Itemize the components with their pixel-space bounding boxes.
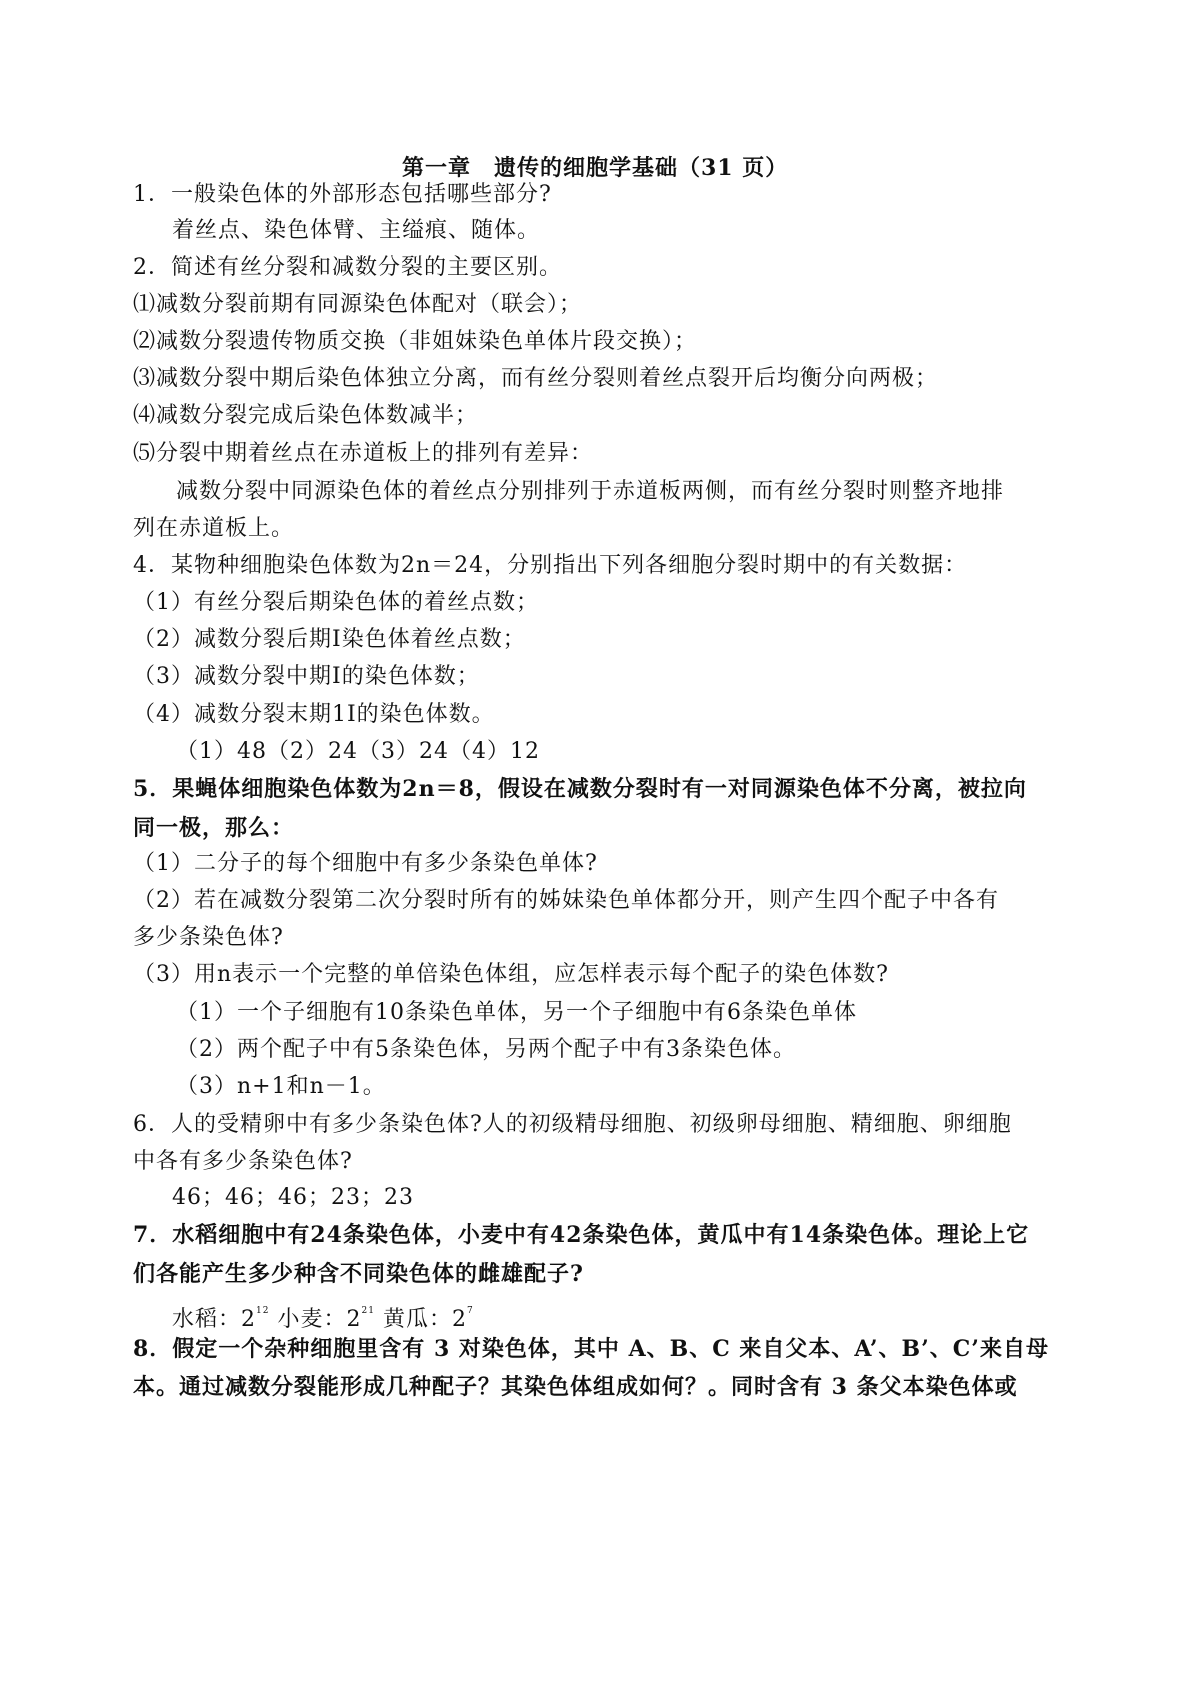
question-1: 1．一般染色体的外部形态包括哪些部分? (133, 182, 552, 207)
page-title: 第一章 遗传的细胞学基础（31 页） (402, 155, 789, 181)
answer-5: （2）两个配子中有5条染色体，另两个配子中有3条染色体。 (176, 1037, 796, 1062)
question-5-cont: 同一极，那么： (133, 815, 295, 841)
question-2: 2．简述有丝分裂和减数分裂的主要区别。 (133, 255, 562, 280)
answer-4: （1）48（2）24（3）24（4）12 (176, 739, 540, 764)
wheat-exponent: 21 (361, 1306, 375, 1316)
question-4: 4．某物种细胞染色体数为2n＝24，分别指出下列各细胞分裂时期中的有关数据： (133, 553, 968, 578)
question-4-sub: （2）减数分裂后期I染色体着丝点数； (133, 627, 526, 652)
question-4-sub: （4）减数分裂末期1I的染色体数。 (133, 702, 495, 727)
rice-base: 2 (241, 1307, 257, 1332)
question-6-cont: 中各有多少条染色体? (133, 1149, 353, 1174)
question-5: 5．果蝇体细胞染色体数为2n＝8，假设在减数分裂时有一对同源染色体不分离，被拉向 (133, 776, 1027, 802)
answer-2-detail: 减数分裂中同源染色体的着丝点分别排列于赤道板两侧，而有丝分裂时则整齐地排 (176, 479, 1005, 504)
question-7-cont: 们各能产生多少种含不同染色体的雌雄配子? (133, 1261, 584, 1287)
answer-5: （3）n+1和n－1。 (176, 1074, 386, 1099)
question-8-cont: 本。通过减数分裂能形成几种配子？其染色体组成如何？。同时含有 3 条父本染色体或 (133, 1374, 1018, 1400)
question-5-sub: （1）二分子的每个细胞中有多少条染色单体? (133, 851, 598, 876)
rice-exponent: 12 (256, 1306, 270, 1316)
cucumber-exponent: 7 (466, 1306, 474, 1316)
question-5-sub: （3）用n表示一个完整的单倍染色体组，应怎样表示每个配子的染色体数? (133, 962, 889, 987)
answer-5: （1）一个子细胞有10条染色单体，另一个子细胞中有6条染色单体 (176, 1000, 857, 1025)
answer-6: 46；46；46；23；23 (172, 1185, 414, 1210)
answer-2-detail-cont: 列在赤道板上。 (133, 516, 295, 541)
answer-2-item: ⑸分裂中期着丝点在赤道板上的排列有差异： (133, 441, 594, 466)
answer-7 (172, 1296, 474, 1335)
question-6: 6．人的受精卵中有多少条染色体?人的初级精母细胞、初级卵母细胞、精细胞、卵细胞 (133, 1112, 1012, 1137)
answer-2-item: ⑴减数分裂前期有同源染色体配对（联会）； (133, 292, 583, 317)
question-5-sub-cont: 多少条染色体? (133, 925, 284, 950)
wheat-label: 小麦： (277, 1307, 347, 1332)
cucumber-base: 2 (451, 1307, 467, 1332)
question-4-sub: （3）减数分裂中期I的染色体数； (133, 664, 480, 689)
question-7: 7．水稻细胞中有24条染色体，小麦中有42条染色体，黄瓜中有14条染色体。理论上它 (133, 1222, 1030, 1248)
answer-2-item: ⑶减数分裂中期后染色体独立分离，而有丝分裂则着丝点裂开后均衡分向两极； (133, 366, 939, 391)
answer-1: 着丝点、染色体臂、主缢痕、随体。 (172, 218, 541, 243)
question-4-sub: （1）有丝分裂后期染色体的着丝点数； (133, 590, 539, 615)
answer-2-item: ⑵减数分裂遗传物质交换（非姐妹染色单体片段交换）； (133, 329, 698, 354)
wheat-base: 2 (346, 1307, 362, 1332)
question-8: 8．假定一个杂种细胞里含有 3 对染色体，其中 A、B、C 来自父本、A’、B’、C’来自母 (133, 1336, 1049, 1362)
rice-label: 水稻： (172, 1307, 242, 1332)
cucumber-label: 黄瓜： (382, 1307, 452, 1332)
answer-2-item: ⑷减数分裂完成后染色体数减半； (133, 403, 479, 428)
question-5-sub: （2）若在减数分裂第二次分裂时所有的姊妹染色单体都分开，则产生四个配子中各有 (133, 888, 999, 913)
